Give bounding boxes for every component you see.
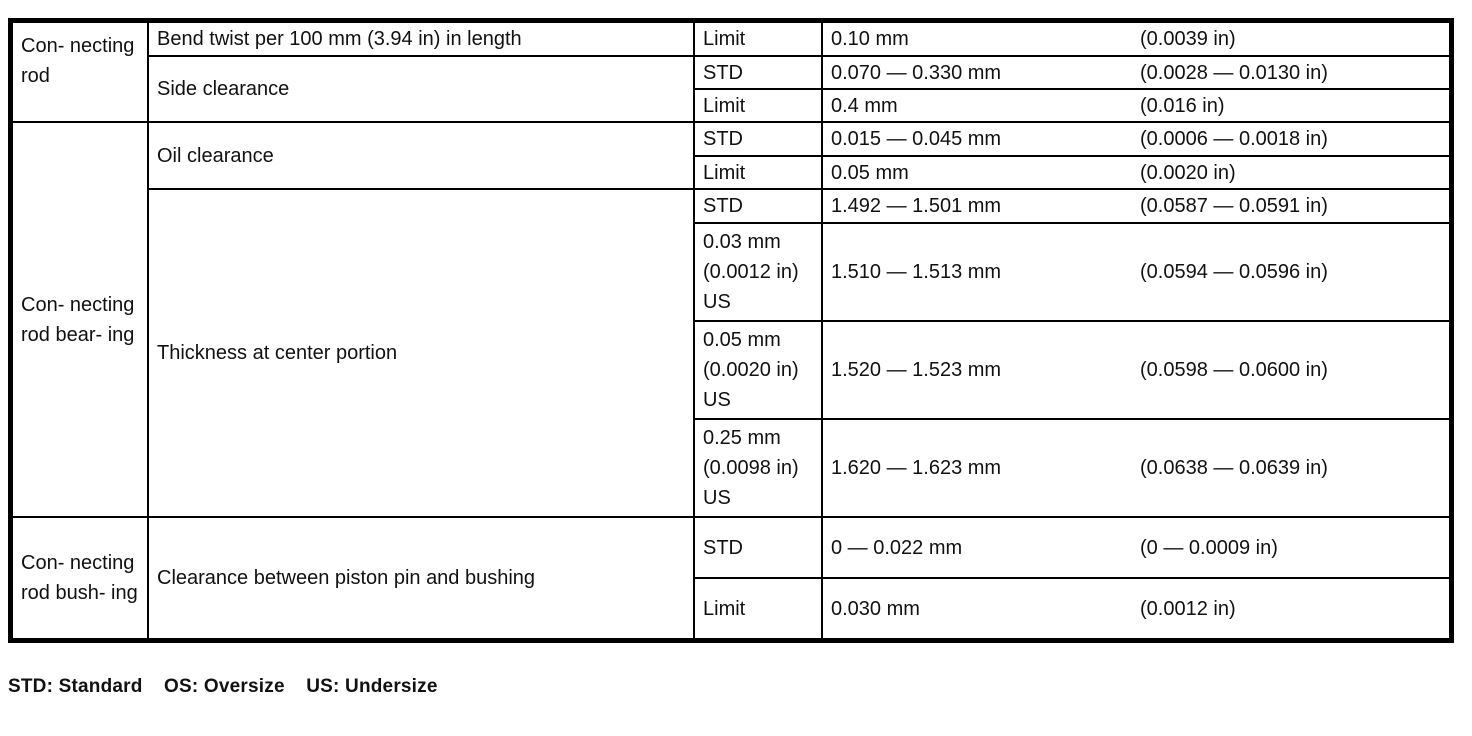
metric-value: 1.492 — 1.501 mm <box>822 189 1134 223</box>
legend-oversize: OS: Oversize <box>164 676 285 697</box>
type-cell: STD <box>694 189 822 223</box>
imperial-value: (0.016 in) <box>1134 89 1450 122</box>
table-row <box>12 22 1450 56</box>
legend-undersize: US: Undersize <box>306 676 438 697</box>
imperial-value: (0 — 0.0009 in) <box>1134 517 1450 578</box>
type-cell-undersize: 0.03 mm (0.0012 in) US <box>694 223 822 321</box>
type-cell-undersize: 0.05 mm (0.0020 in) US <box>694 321 822 419</box>
metric-value: 0.030 mm <box>822 578 1134 639</box>
table-row <box>12 122 1450 156</box>
imperial-value: (0.0638 — 0.0639 in) <box>1134 419 1450 517</box>
group-label-connecting-rod-bushing: Con- necting rod bush- ing <box>12 517 148 639</box>
item-pin-bushing-clearance: Clearance between piston pin and bushing <box>148 517 694 639</box>
group-label-connecting-rod-bearing: Con- necting rod bear- ing <box>12 122 148 517</box>
type-cell: Limit <box>694 156 822 189</box>
spec-table-container <box>8 18 1454 643</box>
table-row <box>12 517 1450 578</box>
metric-value: 1.520 — 1.523 mm <box>822 321 1134 419</box>
item-thickness-center: Thickness at center portion <box>148 189 694 517</box>
imperial-value: (0.0039 in) <box>1134 22 1450 56</box>
table-row <box>12 56 1450 89</box>
type-cell: Limit <box>694 578 822 639</box>
abbreviation-legend <box>8 676 454 698</box>
metric-value: 0 — 0.022 mm <box>822 517 1134 578</box>
spec-table <box>11 21 1451 640</box>
imperial-value: (0.0012 in) <box>1134 578 1450 639</box>
legend-standard: STD: Standard <box>8 676 143 697</box>
imperial-value: (0.0598 — 0.0600 in) <box>1134 321 1450 419</box>
metric-value: 0.015 — 0.045 mm <box>822 122 1134 156</box>
metric-value: 0.4 mm <box>822 89 1134 122</box>
metric-value: 1.620 — 1.623 mm <box>822 419 1134 517</box>
group-label-connecting-rod: Con- necting rod <box>12 22 148 122</box>
type-cell-undersize: 0.25 mm (0.0098 in) US <box>694 419 822 517</box>
metric-value: 0.05 mm <box>822 156 1134 189</box>
metric-value: 0.10 mm <box>822 22 1134 56</box>
item-side-clearance: Side clearance <box>148 56 694 122</box>
table-row <box>12 189 1450 223</box>
type-cell: STD <box>694 56 822 89</box>
imperial-value: (0.0594 — 0.0596 in) <box>1134 223 1450 321</box>
type-cell: STD <box>694 517 822 578</box>
imperial-value: (0.0006 — 0.0018 in) <box>1134 122 1450 156</box>
imperial-value: (0.0587 — 0.0591 in) <box>1134 189 1450 223</box>
metric-value: 1.510 — 1.513 mm <box>822 223 1134 321</box>
type-cell: Limit <box>694 22 822 56</box>
imperial-value: (0.0020 in) <box>1134 156 1450 189</box>
type-cell: STD <box>694 122 822 156</box>
item-bend-twist: Bend twist per 100 mm (3.94 in) in length <box>148 22 694 56</box>
item-oil-clearance: Oil clearance <box>148 122 694 189</box>
type-cell: Limit <box>694 89 822 122</box>
metric-value: 0.070 — 0.330 mm <box>822 56 1134 89</box>
imperial-value: (0.0028 — 0.0130 in) <box>1134 56 1450 89</box>
